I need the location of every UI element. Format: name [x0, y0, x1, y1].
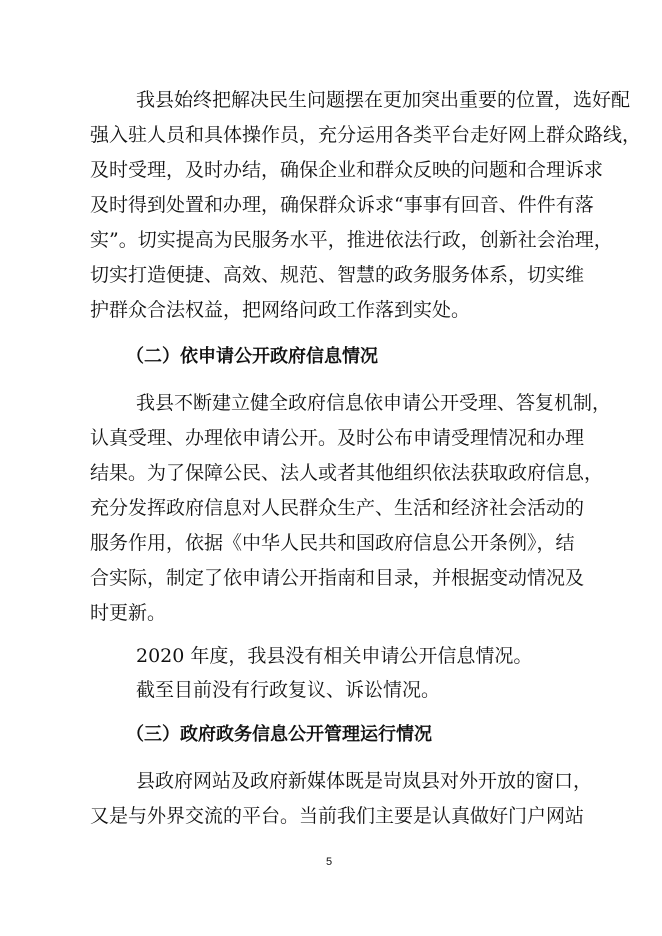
- paragraph-1-line-7: 护群众合法权益，把网络问政工作落到实处。: [90, 299, 471, 321]
- section-heading-2: （二）依申请公开政府信息情况: [126, 346, 378, 367]
- paragraph-2-line-1: 我县不断建立健全政府信息依申请公开受理、答复机制，: [136, 392, 612, 414]
- paragraph-1-line-4: 及时得到处置和办理，确保群众诉求“事事有回音、件件有落: [90, 194, 594, 216]
- paragraph-3: 2020 年度，我县没有相关申请公开信息情况。: [136, 645, 533, 667]
- paragraph-2-line-6: 合实际，制定了依申请公开指南和目录，并根据变动情况及: [90, 567, 585, 589]
- paragraph-5-line-1: 县政府网站及政府新媒体既是岢岚县对外开放的窗口，: [136, 770, 593, 792]
- paragraph-1-line-5: 实”。切实提高为民服务水平，推进依法行政，创新社会治理，: [90, 229, 613, 251]
- paragraph-2-line-5: 服务作用，依据《中华人民共和国政府信息公开条例》，结: [90, 532, 575, 554]
- paragraph-1-line-6: 切实打造便捷、高效、规范、智慧的政务服务体系，切实维: [90, 264, 585, 286]
- paragraph-1-line-2: 强入驻人员和具体操作员，充分运用各类平台走好网上群众路线，: [90, 124, 642, 146]
- paragraph-1-line-1: 我县始终把解决民生问题摆在更加突出重要的位置，选好配: [136, 89, 631, 111]
- paragraph-2-line-3: 结果。为了保障公民、法人或者其他组织依法获取政府信息，: [90, 462, 604, 484]
- paragraph-5-line-2: 又是与外界交流的平台。当前我们主要是认真做好门户网站: [90, 805, 585, 827]
- page-number: 5: [326, 856, 333, 868]
- paragraph-1-line-3: 及时受理，及时办结，确保企业和群众反映的问题和合理诉求: [90, 159, 604, 181]
- paragraph-2-line-2: 认真受理、办理依申请公开。及时公布申请受理情况和办理: [90, 427, 585, 449]
- paragraph-4: 截至目前没有行政复议、诉讼情况。: [136, 679, 441, 701]
- section-heading-3: （三）政府政务信息公开管理运行情况: [126, 724, 432, 745]
- paragraph-2-line-4: 充分发挥政府信息对人民群众生产、生活和经济社会活动的: [90, 497, 585, 519]
- paragraph-2-line-7: 时更新。: [90, 602, 167, 624]
